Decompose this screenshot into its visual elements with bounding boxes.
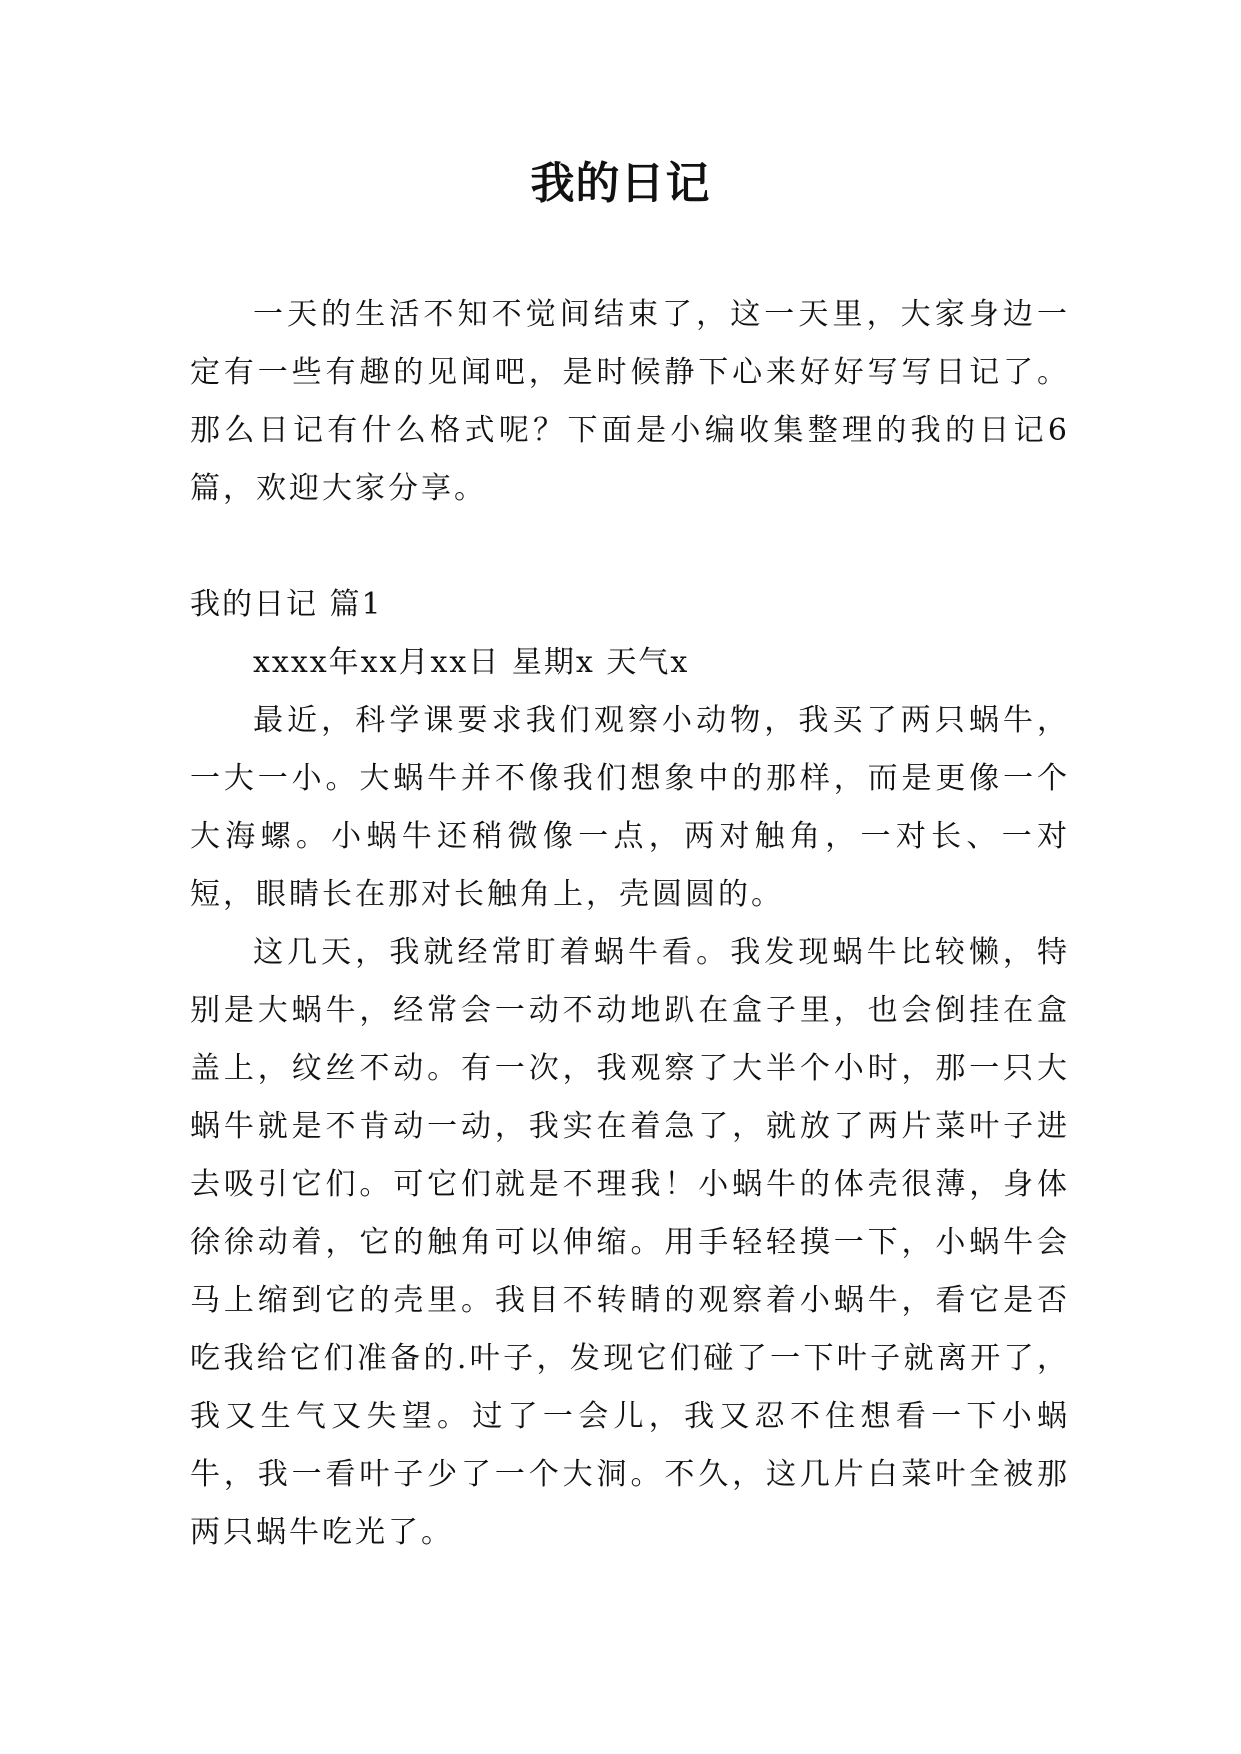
section-heading: 我的日记 篇1: [190, 587, 383, 622]
document-title: 我的日记: [530, 158, 711, 209]
diary-dateline: xxxx年xx月xx日 星期x 天气x: [253, 645, 690, 680]
diary-paragraph-2: 这几天，我就经常盯着蜗牛看。我发现蜗牛比较懒，特别是大蜗牛，经常会一动不动地趴在盒子里，也会倒挂在盒盖上，纹丝不动。有一次，我观察了大半个小时，那一只大蜗牛就是不肯动一动，我实在着急了，就放了两片菜叶子进去吸引它们。可它们就是不理我！小蜗牛的体壳很薄，身体徐徐动着，它的触角可以伸缩。用手轻轻摸一下，小蜗牛会马上缩到它的壳里。我目不转睛的观察着小蜗牛，看它是否吃我给它们准备的.叶子，发现它们碰了一下叶子就离开了，我又生气又失望。过了一会儿，我又忍不住想看一下小蜗牛，我一看叶子少了一个大洞。不久，这几片白菜叶全被那两只蜗牛吃光了。: [190, 935, 1070, 1550]
intro-paragraph: 一天的生活不知不觉间结束了，这一天里，大家身边一定有一些有趣的见闻吧，是时候静下心来好好写写日记了。那么日记有什么格式呢？下面是小编收集整理的我的日记6篇，欢迎大家分享。: [190, 297, 1070, 506]
diary-paragraph-1: 最近，科学课要求我们观察小动物，我买了两只蜗牛，一大一小。大蜗牛并不像我们想象中的那样，而是更像一个大海螺。小蜗牛还稍微像一点，两对触角，一对长、一对短，眼睛长在那对长触角上，壳圆圆的。: [190, 703, 1070, 912]
